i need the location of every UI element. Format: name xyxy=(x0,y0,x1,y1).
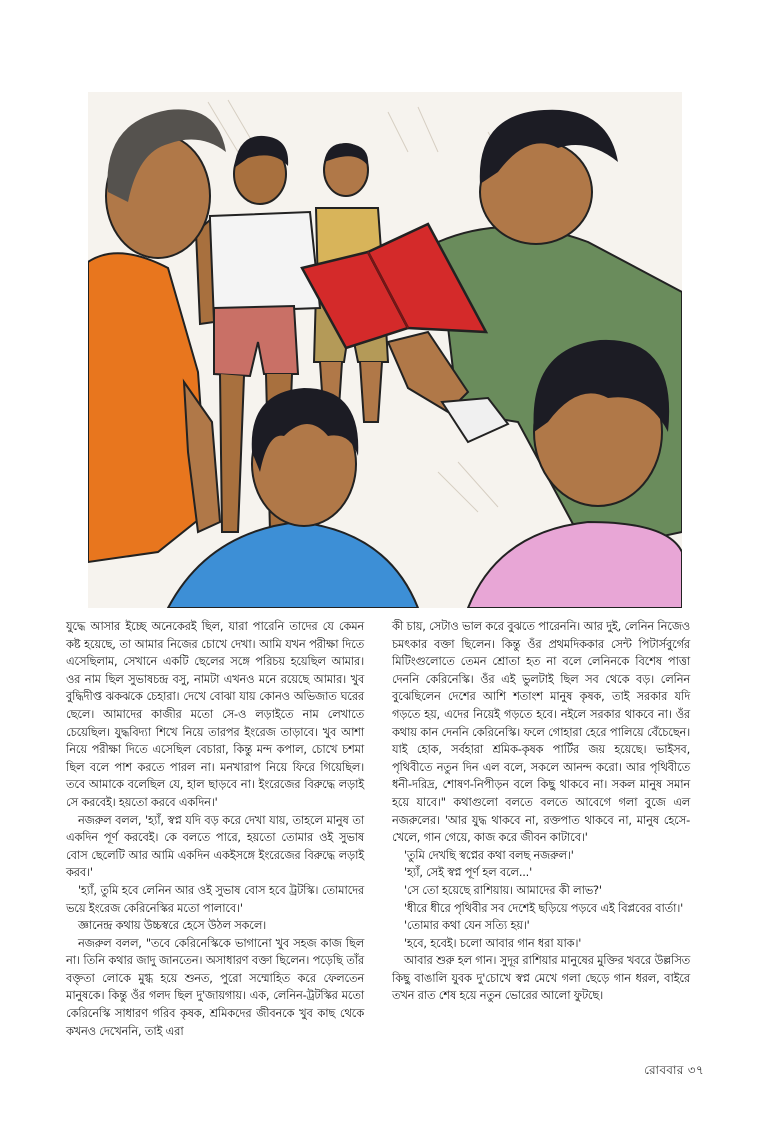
paragraph: যুদ্ধে আসার ইচ্ছে অনেকেরই ছিল, যারা পারেনি তাদের যে কেমন কষ্ট হয়েছে, তা আমার নিজের চোখে দেখা। আমি যখন পরীক্ষা দিতে এসেছিলাম, সেখানে একটি ছেলের সঙ্গে পরিচয় হয়েছিল আমার। ওর নাম ছিল সুভাষচন্দ্র বসু, নামটা এখনও মনে রয়েছে আমার। খুব বুদ্ধিদীপ্ত ঝকঝকে চেহারা। দেখে বোঝা যায় কোনও অভিজাত ঘরের ছেলে। আমাদের কাজীর মতো সে-ও লড়াইতে নাম লেখাতে চেয়েছিল। যুদ্ধবিদ্যা শিখে নিয়ে তারপর ইংরেজ তাড়াবে। খুব আশা নিয়ে পরীক্ষা দিতে এসেছিল বেচারা, কিন্তু মন্দ কপাল, চোখে চশমা ছিল বলে পাশ করতে পারল না। মনখারাপ নিয়ে ফিরে গিয়েছিল। তবে আমাকে বলেছিল যে, হাল ছাড়বে না। ইংরেজের বিরুদ্ধে লড়াই সে করবেই। হয়তো করবে একদিন।' xyxy=(66,619,364,809)
paragraph: 'হ্যাঁ, সেই স্বপ্ন পূর্ণ হল বলে...' xyxy=(404,865,533,880)
text-column-left xyxy=(66,618,364,1040)
paragraph: 'হবে, হবেই। চলো আবার গান ধরা যাক।' xyxy=(404,935,582,950)
paragraph: কী চায়, সেটাও ভাল করে বুঝতে পারেননি। আর দুই, লেনিন নিজেও চমৎকার বক্তা ছিলেন। কিন্তু ওঁর প্রথমদিককার সেন্ট পিটার্সবুর্গের মিটিংগুলোতে তেমন শ্রোতা হত না বলে লেনিনকে বিশেষ পাত্তা দেননি কেরিনেস্কি। ওঁর এই ভুলটাই ছিল সব থেকে বড়। লেনিন বুঝেছিলেন দেশের আশি শতাংশ মানুষ কৃষক, তাই সরকার যদি গড়তে হয়, এদের নিয়েই গড়তে হবে। নইলে সরকার থাকবে না। ওঁর কথায় কান দেননি কেরিনেস্কি। ফলে গোহারা হেরে পালিয়ে বেঁচেছেন। যাই হোক, সর্বহারা শ্রমিক-কৃষক পার্টির জয় হয়েছে। ভাইসব, পৃথিবীতে নতুন দিন এল বলে, সকলে আনন্দ করো। আর পৃথিবীতে ধনী-দরিদ্র, শোষণ-নিপীড়ন বলে কিছু থাকবে না। সকল মানুষ সমান হয়ে যাবে।" কথাগুলো বলতে বলতে আবেগে গলা বুজে এল নজরুলের। 'আর যুদ্ধ থাকবে না, রক্তপাত থাকবে না, মানুষ হেসে-খেলে, গান গেয়ে, কাজ করে জীবন কাটাবে।' xyxy=(392,619,690,845)
text-column-right xyxy=(392,618,690,1005)
page-footer: রোববার ৩৭ xyxy=(644,1063,704,1077)
paragraph: 'হ্যাঁ, তুমি হবে লেনিন আর ওই সুভাষ বোস হবে ট্রটস্কি। তোমাদের ভয়ে ইংরেজ কেরিনেস্কির মতো পালাবে।' xyxy=(66,882,364,915)
paragraph: 'তোমার কথা যেন সত্যি হয়।' xyxy=(404,918,530,933)
paragraph: আবার শুরু হল গান। সুদূর রাশিয়ার মানুষের মুক্তির খবরে উল্লসিত কিছু বাঙালি যুবক দু'চোখে স্বপ্ন মেখে গলা ছেড়ে গান ধরল, বাইরে তখন রাত শেষ হয়ে নতুন ভোরের আলো ফুটছে। xyxy=(392,953,690,1003)
paragraph: 'তুমি দেখছি স্বপ্নের কথা বলছ নজরুল।' xyxy=(404,847,574,862)
man-in-orange-shirt xyxy=(88,109,226,562)
paragraph: 'সে তো হয়েছে রাশিয়ায়। আমাদের কী লাভ?' xyxy=(404,882,602,897)
paragraph: নজরুল বলল, 'হ্যাঁ, স্বপ্ন যদি বড় করে দেখা যায়, তাহলে মানুষ তা একদিন পূর্ণ করবেই। কে বলতে পারে, হয়তো তোমার ওই সুভাষ বোস ছেলেটি আর আমি একদিন একইসঙ্গে ইংরেজের বিরুদ্ধে লড়াই করব।' xyxy=(66,812,364,880)
paragraph: 'ধীরে ধীরে পৃথিবীর সব দেশেই ছড়িয়ে পড়বে এই বিপ্লবের বার্তা।' xyxy=(404,900,684,915)
story-illustration xyxy=(88,92,682,608)
paragraph: নজরুল বলল, "তবে কেরিনেস্কিকে ভাগানো খুব সহজ কাজ ছিল না। তিনি কথার জাদু জানতেন। অসাধারণ বক্তা ছিলেন। পড়েছি তাঁর বক্তৃতা লোকে মুগ্ধ হয়ে শুনত, পুরো সম্মোহিত করে ফেলতেন মানুষকে। কিন্তু ওঁর গলদ ছিল দু'জায়গায়। এক, লেনিন-ট্রটস্কির মতো কেরিনেস্কি সাধারণ গরিব কৃষক, শ্রমিকদের জীবনকে খুব কাছ থেকে কখনও দেখেননি, তাই এরা xyxy=(66,935,364,1038)
comic-illustration-icon xyxy=(88,92,682,608)
paragraph: জ্ঞানেন্দ্র কথায় উচ্চস্বরে হেসে উঠল সকলে। xyxy=(78,918,267,933)
